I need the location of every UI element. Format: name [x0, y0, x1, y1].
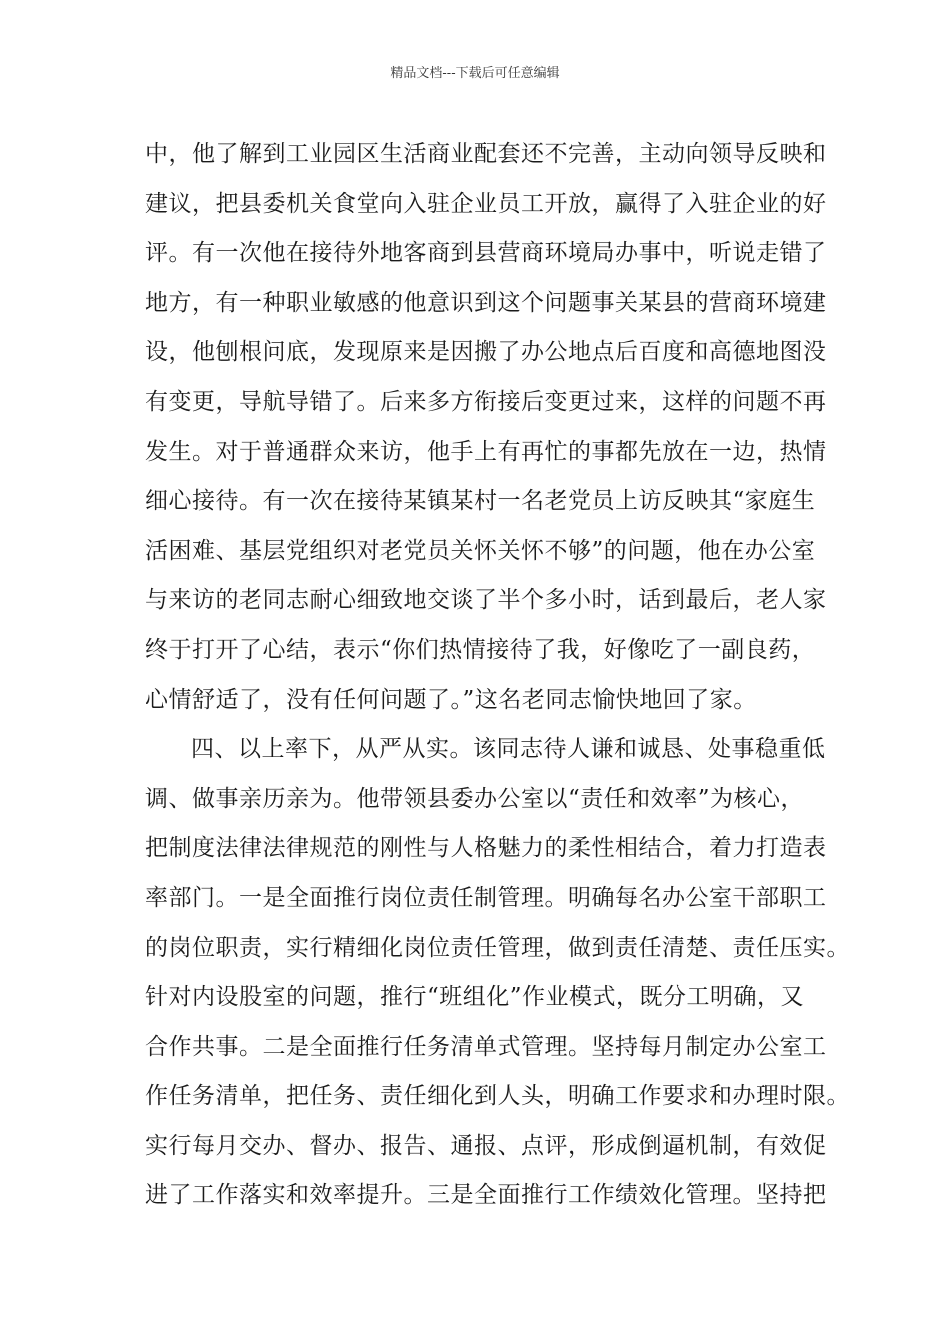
text-line: 调、做事亲历亲为。他带领县委办公室以“责任和效率”为核心，: [145, 785, 805, 812]
text-line: 中，他了解到工业园区生活商业配套还不完善，主动向领导反映和: [145, 141, 827, 167]
text-line: 率部门。一是全面推行岗位责任制管理。明确每名办公室干部职工: [145, 884, 827, 911]
text-line: 发生。对于普通群众来访，他手上有再忙的事都先放在一边，热情: [145, 438, 827, 465]
text-line: 合作共事。二是全面推行任务清单式管理。坚持每月制定办公室工: [145, 1033, 827, 1060]
text-line: 评。有一次他在接待外地客商到县营商环境局办事中，听说走错了: [145, 240, 827, 267]
text-line: 地方，有一种职业敏感的他意识到这个问题事关某县的营商环境建: [145, 289, 827, 316]
text-line: 的岗位职责，实行精细化岗位责任管理，做到责任清楚、责任压实。: [145, 934, 850, 961]
text-line: 终于打开了心结，表示“你们热情接待了我，好像吃了一副良药，: [145, 636, 816, 663]
text-line: 与来访的老同志耐心细致地交谈了半个多小时，话到最后，老人家: [145, 587, 827, 614]
paragraph-start-line: 四、以上率下，从严从实。该同志待人谦和诚恳、处事稳重低: [191, 736, 826, 763]
text-line: 设，他刨根问底，发现原来是因搬了办公地点后百度和高德地图没: [145, 339, 827, 366]
text-line: 心情舒适了，没有任何问题了。”这名老同志愉快地回了家。: [145, 686, 757, 713]
text-line: 实行每月交办、督办、报告、通报、点评，形成倒逼机制，有效促: [145, 1132, 827, 1159]
text-line: 建议，把县委机关食堂向入驻企业员工开放，赢得了入驻企业的好: [145, 190, 827, 217]
document-body: [145, 130, 850, 1221]
text-line: 作任务清单，把任务、责任细化到人头，明确工作要求和办理时限。: [145, 1083, 850, 1110]
text-line: 细心接待。有一次在接待某镇某村一名老党员上访反映其“家庭生: [145, 488, 816, 515]
text-line: 有变更，导航导错了。后来多方衔接后变更过来，这样的问题不再: [145, 388, 827, 415]
page-header: 精品文档---下载后可任意编辑: [390, 66, 560, 81]
text-line: 针对内设股室的问题，推行“班组化”作业模式，既分工明确，又: [145, 984, 805, 1011]
text-line: 进了工作落实和效率提升。三是全面推行工作绩效化管理。坚持把: [145, 1182, 827, 1209]
text-line: 把制度法律法律规范的刚性与人格魅力的柔性相结合，着力打造表: [145, 835, 827, 862]
text-line: 活困难、基层党组织对老党员关怀关怀不够”的问题，他在办公室: [145, 537, 816, 564]
